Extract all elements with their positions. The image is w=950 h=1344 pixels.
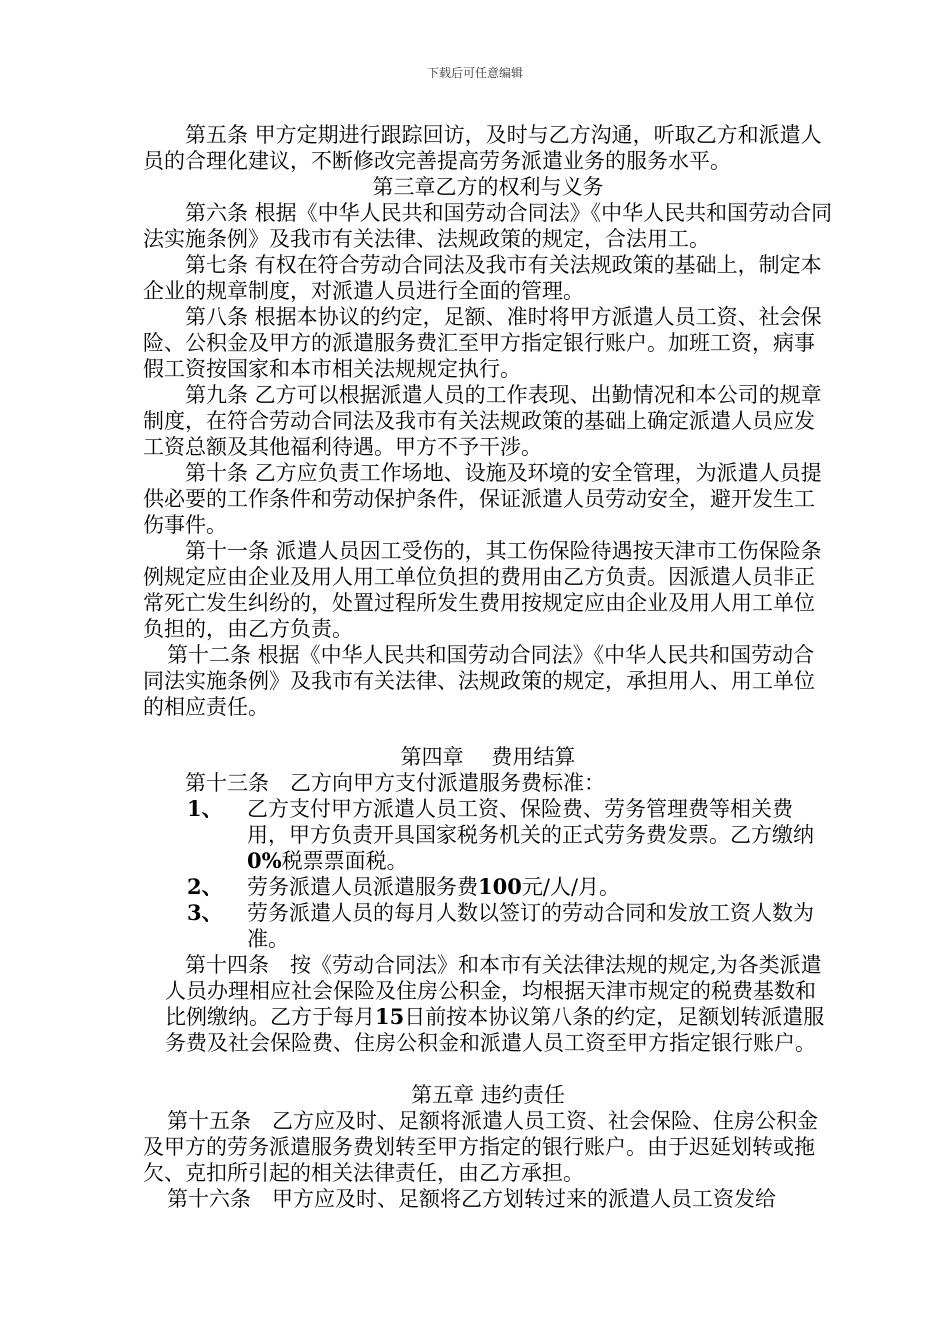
list-number: 2、 (187, 874, 223, 899)
article-7: 第七条 有权在符合劳动合同法及我市有关法规政策的基础上，制定本企业的规章制度，对派遣人员进行全面的管理。 (143, 253, 822, 303)
list-text: 劳务派遣人员派遣服务费100元/人/月。 (247, 874, 620, 899)
article-13: 第十三条 乙方向甲方支付派遣服务费标准： (185, 771, 605, 795)
list-number: 1、 (187, 796, 223, 821)
chapter-5-title: 第五章 违约责任 (411, 1083, 565, 1107)
article-12: 第十二条 根据《中华人民共和国劳动合同法》《中华人民共和国劳动合同法实施条例》及我市有关法律、法规政策的规定，承担用人、用工单位的相应责任。 (143, 643, 815, 719)
list-text: 劳务派遣人员的每月人数以签订的劳动合同和发放工资人数为准。 (247, 901, 814, 951)
article-5: 第五条 甲方定期进行跟踪回访，及时与乙方沟通，听取乙方和派遣人员的合理化建议，不断修改完善提高劳务派遣业务的服务水平。 (143, 123, 822, 173)
chapter-3-title: 第三章乙方的权利与义务 (372, 175, 604, 199)
article-15: 第十五条 乙方应及时、足额将派遣人员工资、社会保险、住房公积金及甲方的劳务派遣服务费划转至甲方指定的银行账户。由于迟延划转或拖欠、克扣所引起的相关法律责任，由乙方承担。 (143, 1109, 818, 1185)
list-item (187, 874, 833, 900)
article-16: 第十六条 甲方应及时、足额将乙方划转过来的派遣人员工资发给 (167, 1187, 776, 1211)
article-8: 第八条 根据本协议的约定，足额、准时将甲方派遣人员工资、社会保险、公积金及甲方的派遣服务费汇至甲方指定银行账户。加班工资，病事假工资按国家和本市相关法规规定执行。 (143, 305, 822, 381)
list-item (187, 796, 833, 874)
document-body (143, 122, 833, 1212)
list-item (187, 900, 833, 952)
article-6: 第六条 根据《中华人民共和国劳动合同法》《中华人民共和国劳动合同法实施条例》及我市有关法律、法规政策的规定，合法用工。 (143, 201, 833, 251)
list-text: 乙方支付甲方派遣人员工资、保险费、劳务管理费等相关费用，甲方负责开具国家税务机关的正式劳务费发票。乙方缴纳0%税票票面税。 (247, 797, 814, 873)
fee-list (187, 796, 833, 952)
article-11: 第十一条 派遣人员因工受伤的，其工伤保险待遇按天津市工伤保险条例规定应由企业及用人用工单位负担的费用由乙方负责。因派遣人员非正常死亡发生纠纷的，处置过程所发生费用按规定应由企业及用人用工单位负担的，由乙方负责。 (143, 539, 822, 641)
article-10: 第十条 乙方应负责工作场地、设施及环境的安全管理，为派遣人员提供必要的工作条件和劳动保护条件，保证派遣人员劳动安全，避开发生工伤事件。 (143, 461, 822, 537)
chapter-4-title: 第四章 费用结算 (400, 745, 576, 769)
list-number: 3、 (187, 900, 223, 925)
page-header: 下载后可任意编辑 (426, 66, 523, 80)
article-14: 第十四条 按《劳动合同法》和本市有关法律法规的规定,为各类派遣人员办理相应社会保险及住房公积金，均根据天津市规定的税费基数和比例缴纳。乙方于每月15日前按本协议第八条的约定，足额划转派遣服务费及社会保险费、住房公积金和派遣人员工资至甲方指定银行账户。 (165, 953, 825, 1055)
article-9: 第九条 乙方可以根据派遣人员的工作表现、出勤情况和本公司的规章制度，在符合劳动合同法及我市有关法规政策的基础上确定派遣人员应发工资总额及其他福利待遇。甲方不予干涉。 (143, 383, 822, 459)
